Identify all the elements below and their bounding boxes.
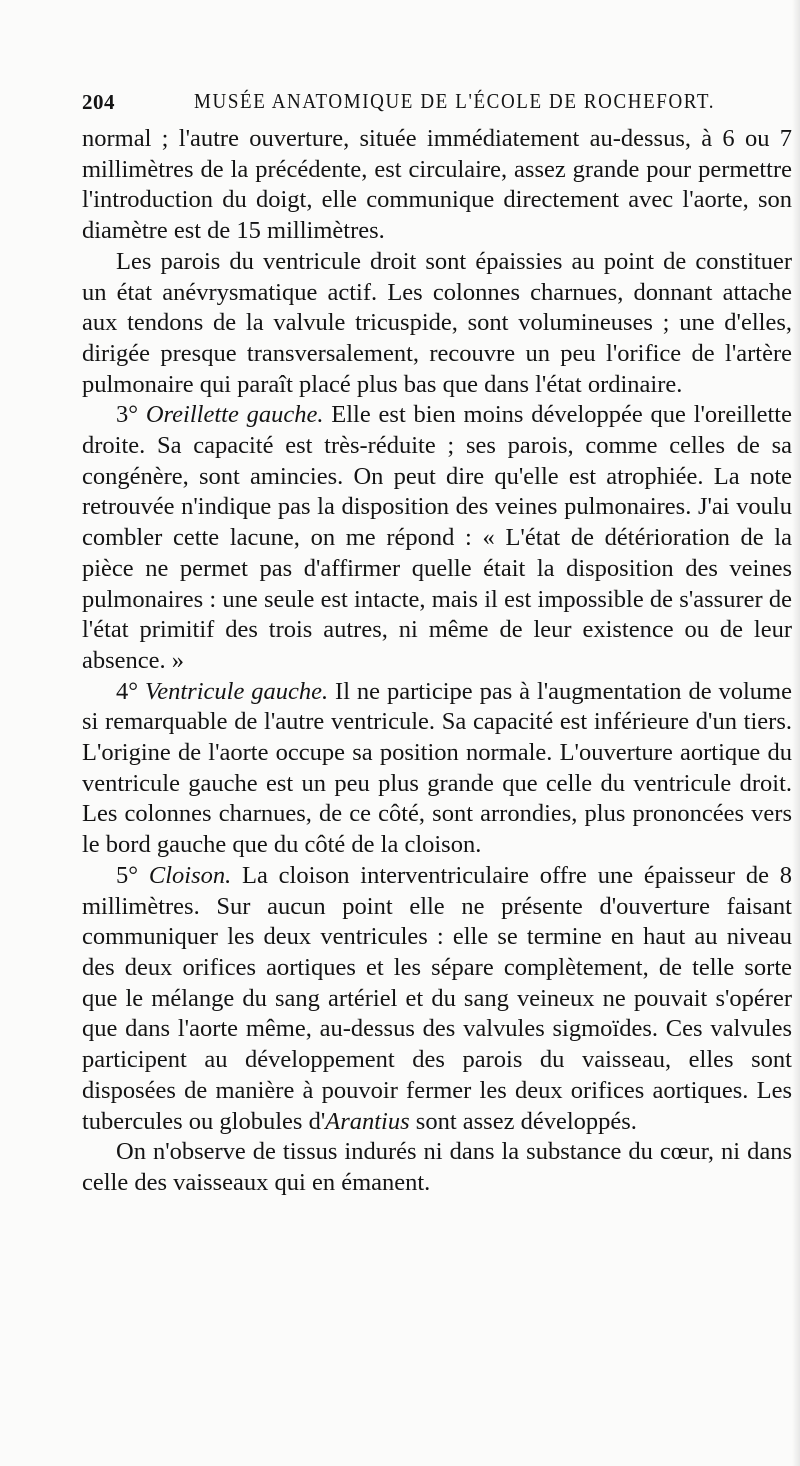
paragraph-septum	[82, 861, 792, 1137]
section-title: Oreillette gauche.	[145, 401, 324, 429]
running-title: MUSÉE ANATOMIQUE DE L'ÉCOLE DE ROCHEFORT.	[194, 90, 716, 114]
proper-name: Arantius	[325, 1107, 410, 1135]
paragraph-right-ventricle-walls	[82, 247, 792, 401]
paragraph-text: Il ne participe pas à l'augmentation de volume si remarquable de l'autre ventricule. Sa capacité est inférieure d'un tiers. L'origine de l'aorte occupe sa position normale. L'ouverture aortique du ventricule gauche est un peu plus grande que celle du ventricule droit. Les colonnes charnues, de ce côté, sont arrondies, plus prononcées vers le bord gauche que du côté de la cloison.	[82, 677, 792, 859]
paragraph-text: Les parois du ventricule droit sont épaissies au point de constituer un état anévrysmatique actif. Les colonnes charnues, donnant attache aux tendons de la valvule tricuspide, sont volumineuses ; une d'elles, dirigée presque transversalement, recouvre un peu l'orifice de l'artère pulmonaire qui paraît placé plus bas que dans l'état ordinaire.	[82, 247, 792, 398]
page-edge-shadow	[792, 0, 800, 1466]
paragraph-left-ventricle	[82, 677, 792, 861]
section-number: 5°	[116, 861, 139, 889]
section-title: Cloison.	[148, 861, 232, 889]
page-header	[72, 86, 787, 118]
paragraph-conclusion	[82, 1137, 792, 1198]
paragraph-text: Elle est bien moins développée que l'oreillette droite. Sa capacité est très-réduite ; ses parois, comme celles de sa congénère, sont amincies. On peut dire qu'elle est atrophiée. La note retrouvée n'indique pas la disposition des veines pulmonaires. J'ai voulu combler cette lacune, on me répond : « L'état de détérioration de la pièce ne permet pas d'affirmer quelle était la disposition des veines pulmonaires : une seule est intacte, mais il est impossible de s'assurer de l'état primitif des trois autres, ni même de leur existence ou de leur absence. »	[82, 401, 792, 674]
section-title: Ventricule gauche.	[144, 677, 329, 705]
paragraph-text: sont assez développés.	[409, 1107, 637, 1135]
paragraph-text: On n'observe de tissus indurés ni dans la substance du cœur, ni dans celle des vaisseaux qui en émanent.	[82, 1138, 792, 1196]
paragraph-text: La cloison interventriculaire offre une épaisseur de 8 millimètres. Sur aucun point elle ne présente d'ouverture faisant communiquer les deux ventricules : elle se termine en haut au niveau des deux orifices aortiques et les sépare complètement, de telle sorte que le mélange du sang artériel et du sang veineux ne pouvait s'opérer que dans l'aorte même, au-dessus des valvules sigmoïdes. Ces valvules participent au développement des parois du vaisseau, elles sont disposées de manière à pouvoir fermer les deux orifices aortiques. Les tubercules ou globules d'	[82, 861, 793, 1135]
paragraph-text: normal ; l'autre ouverture, située immédiatement au-dessus, à 6 ou 7 millimètres de la précédente, est circulaire, assez grande pour permettre l'introduction du doigt, elle communique directement avec l'aorte, son diamètre est de 15 millimètres.	[82, 125, 792, 245]
paragraph-continuation	[82, 124, 792, 247]
section-number: 4°	[116, 677, 139, 705]
section-number: 3°	[116, 401, 139, 429]
page-number: 204	[82, 90, 115, 114]
paragraph-left-atrium	[82, 400, 792, 676]
body-text	[82, 124, 792, 1199]
